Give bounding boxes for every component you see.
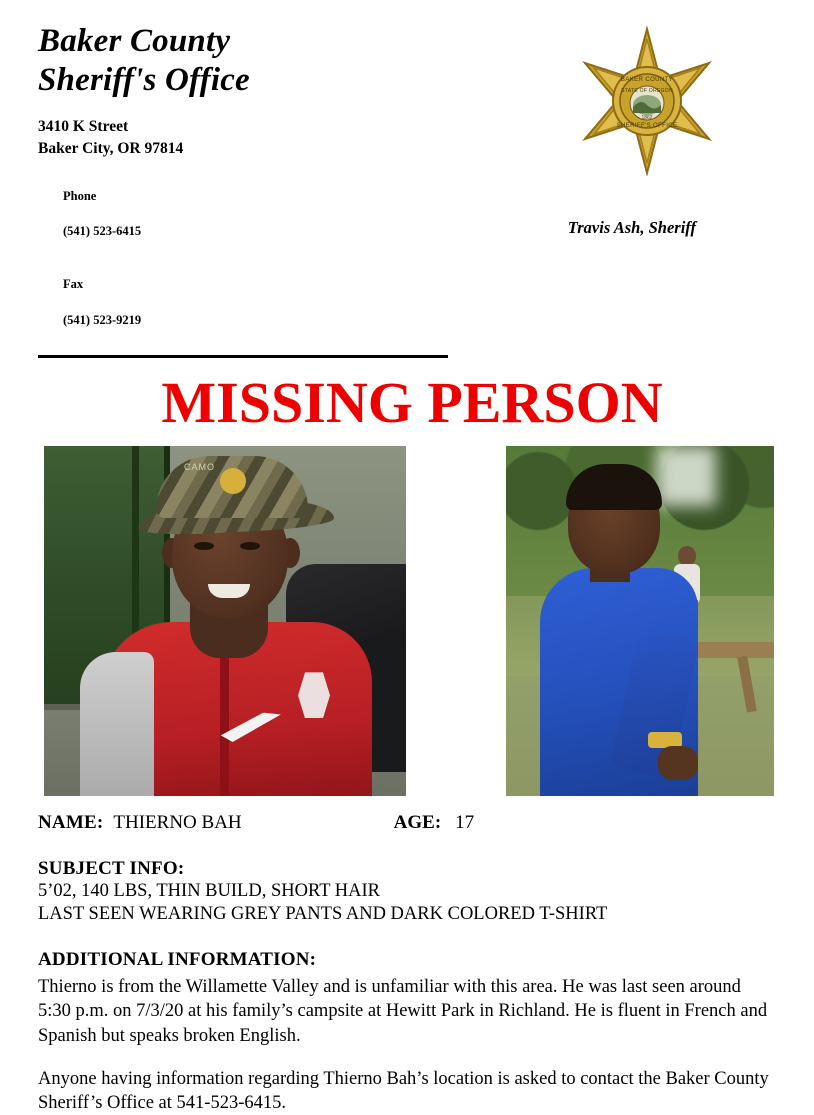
name-label: NAME: <box>38 812 104 834</box>
additional-info-paragraph-2: Anyone having information regarding Thierno Bah’s location is asked to contact the Baker County Sheriff’s Office at 541-523-6415. <box>38 1068 769 1113</box>
additional-info-paragraph-1: Thierno is from the Willamette Valley and is unfamiliar with this area. He was last seen around 5:30 p.m. on 7/3/20 at his family’s campsite at Hewitt Park in Richland. He is fluent in French and Spanish but speaks broken English. <box>38 977 768 1046</box>
page-title: MISSING PERSON <box>161 370 663 436</box>
fax-value: (541) 523-9219 <box>63 312 142 327</box>
svg-text:STATE OF OREGON: STATE OF OREGON <box>621 88 673 94</box>
subject-info-line-1: 5’02, 140 LBS, THIN BUILD, SHORT HAIR <box>38 881 381 902</box>
sheriff-name: Travis Ash, Sheriff <box>567 218 696 237</box>
fax-row <box>38 259 774 348</box>
contact-block <box>38 170 774 348</box>
sheriff-star-badge-icon <box>572 26 722 176</box>
phone-label: Phone <box>63 188 97 203</box>
photo-right <box>506 446 774 796</box>
fax-label: Fax <box>63 277 84 292</box>
subject-details <box>38 812 774 1114</box>
phone-value: (541) 523-6415 <box>63 224 142 239</box>
phone-row <box>38 170 774 259</box>
subject-info-heading: SUBJECT INFO: <box>38 858 185 880</box>
name-value: THIERNO BAH <box>113 812 242 834</box>
photo-left: CAMO <box>44 446 406 796</box>
photo-row <box>44 446 774 796</box>
subject-info-line-2: LAST SEEN WEARING GREY PANTS AND DARK COLORED T-SHIRT <box>38 903 608 924</box>
header-divider <box>38 355 448 358</box>
name-age-row <box>38 812 774 834</box>
address-line1: 3410 K Street <box>38 117 129 135</box>
svg-text:1862: 1862 <box>641 115 653 121</box>
age-label: AGE: <box>393 812 442 834</box>
age-value: 17 <box>455 812 475 834</box>
additional-info-heading: ADDITIONAL INFORMATION: <box>38 949 317 971</box>
address-line2: Baker City, OR 97814 <box>38 140 184 158</box>
agency-name-line1: Baker County <box>38 23 231 59</box>
svg-text:SHERIFF'S OFFICE: SHERIFF'S OFFICE <box>616 123 678 129</box>
svg-text:BAKER COUNTY: BAKER COUNTY <box>620 77 674 83</box>
agency-name-line2: Sheriff's Office <box>38 61 250 98</box>
